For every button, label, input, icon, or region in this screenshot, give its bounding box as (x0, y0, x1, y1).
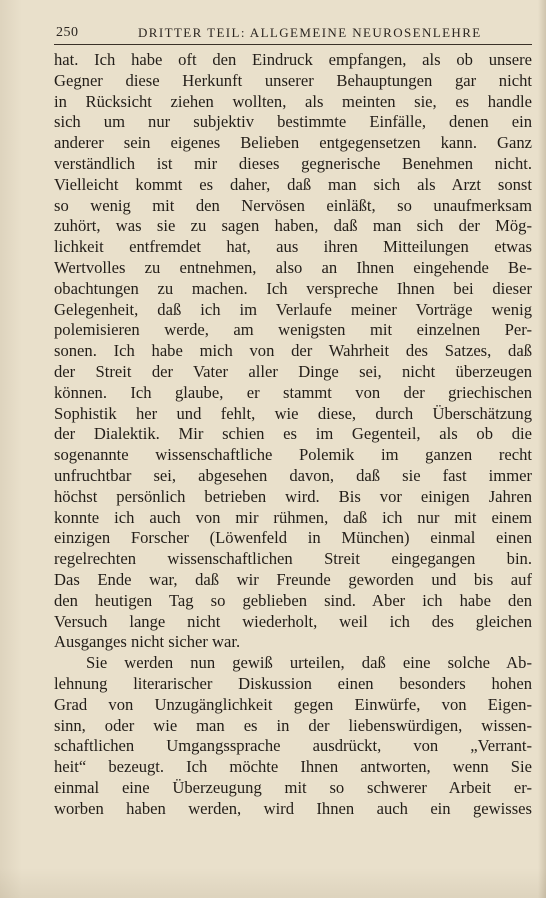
text-line: Vielleicht kommt es daher, daß man sich als Arzt sonst (54, 174, 532, 194)
page-header (54, 24, 532, 45)
text-line: Gelegenheit, daß ich im Verlaufe meiner Vorträge wenig (54, 299, 532, 319)
text-line: sich um nur subjektiv bestimmte Einfälle, denen ein (54, 112, 532, 132)
text-line: in Rücksicht ziehen wollten, als meinten sie, es handle (54, 91, 532, 111)
text-line: heit“ bezeugt. Ich möchte Ihnen antworten, wenn Sie (54, 757, 532, 777)
text-line: Sophistik her und fehlt, wie diese, durch Überschätzung (54, 403, 532, 423)
text-line: höchst persönlich betrieben wird. Bis vor einigen Jahren (54, 486, 532, 506)
text-line: unfruchtbar sei, abgesehen davon, daß sie fast immer (54, 465, 532, 485)
text-line: obachtungen zu machen. Ich verspreche Ihnen bei dieser (54, 278, 532, 298)
text-line: worben haben werden, wird Ihnen auch ein gewisses (54, 798, 532, 818)
page-number: 250 (56, 25, 79, 40)
paragraph-1 (54, 50, 532, 653)
text-line: sinn, oder wie man es in der liebenswürdigen, wissen- (54, 715, 532, 735)
text-line: sogenannte wissenschaftliche Polemik im ganzen recht (54, 445, 532, 465)
paragraph-2 (54, 653, 532, 819)
text-line: Ausganges nicht sicher war. (54, 632, 241, 652)
text-line: einmal eine Überzeugung mit so schwerer Arbeit er- (54, 777, 532, 797)
text-line: einzigen Forscher (Löwenfeld in München) einmal einen (54, 528, 532, 548)
text-line: hat. Ich habe oft den Eindruck empfangen, als ob unsere (54, 50, 532, 69)
page-edge-shadow (538, 0, 546, 898)
text-line: Das Ende war, daß wir Freunde geworden und bis auf (54, 569, 532, 589)
text-line: Gegner diese Herkunft unserer Behauptungen gar nicht (54, 70, 532, 90)
text-line: den heutigen Tag so geblieben sind. Aber ich habe den (54, 590, 532, 610)
text-line: schaftlichen Umgangssprache ausdrückt, von „Verrant- (54, 736, 532, 756)
text-line: polemisieren werde, am wenigsten mit einzelnen Per- (54, 320, 532, 340)
text-line: anderer sein eigenes Belieben entgegensetzen kann. Ganz (54, 133, 532, 153)
text-line: regelrechten wissenschaftlichen Streit eingegangen bin. (54, 549, 532, 569)
text-line: konnte ich auch von mir rühmen, daß ich nur mit einem (54, 507, 532, 527)
text-line: lehnung literarischer Diskussion einen besonders hohen (54, 673, 532, 693)
text-line: können. Ich glaube, er stammt von der griechischen (54, 382, 532, 402)
body-text (54, 50, 532, 819)
text-line: Sie werden nun gewiß urteilen, daß eine solche Ab- (86, 653, 532, 673)
text-line: der Dialektik. Mir schien es im Gegenteil, als ob die (54, 424, 532, 444)
text-line: sonen. Ich habe mich von der Wahrheit des Satzes, daß (54, 341, 532, 361)
text-line: Wertvolles zu entnehmen, also an Ihnen eingehende Be- (54, 257, 532, 277)
running-head: DRITTER TEIL: ALLGEMEINE NEUROSENLEHRE (138, 25, 482, 40)
text-line: Versuch lange nicht wiederholt, weil ich des gleichen (54, 611, 532, 631)
text-line: lichkeit entfremdet hat, aus ihren Mitteilungen etwas (54, 237, 532, 257)
text-line: zuhört, was sie zu sagen haben, daß man sich der Mög- (54, 216, 532, 236)
text-line: so wenig mit den Nervösen einläßt, so unaufmerksam (54, 195, 532, 215)
text-line: verständlich ist mir dieses gegnerische Benehmen nicht. (54, 153, 532, 173)
text-line: der Streit der Vater aller Dinge sei, nicht überzeugen (54, 361, 532, 381)
text-line: Grad von Unzugänglichkeit gegen Einwürfe, von Eigen- (54, 694, 532, 714)
